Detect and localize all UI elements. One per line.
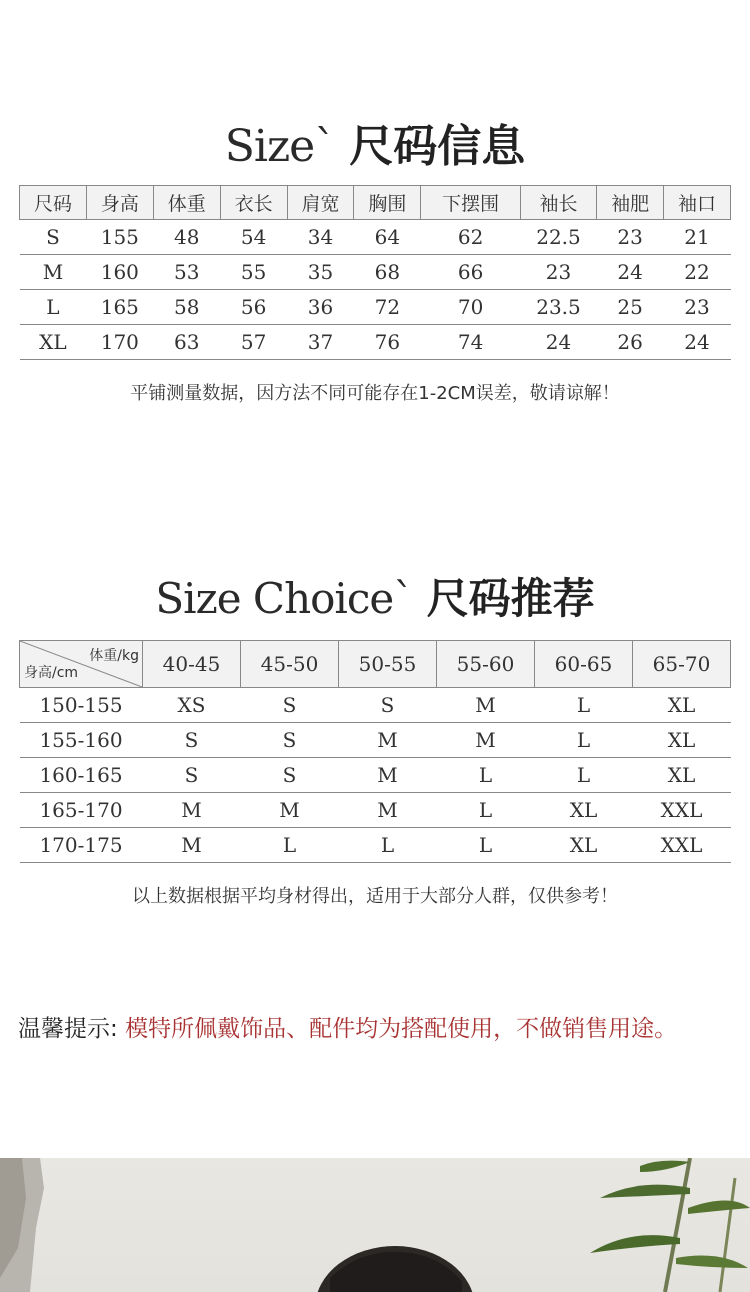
recommended-size-cell: M [339, 793, 437, 828]
size-info-cell: 24 [597, 255, 664, 290]
recommended-size-cell: XL [633, 758, 731, 793]
size-info-cell: 24 [664, 325, 731, 360]
size-info-cell: 155 [86, 220, 153, 255]
recommended-size-cell: L [437, 758, 535, 793]
size-choice-body [20, 688, 731, 863]
weight-axis-label: 体重/kg [89, 648, 139, 664]
recommended-size-cell: M [437, 688, 535, 723]
corner-header [20, 641, 143, 688]
height-range-cell: 160-165 [20, 758, 143, 793]
recommended-size-cell: L [535, 688, 633, 723]
size-choice-title [0, 566, 750, 626]
size-info-cell: XL [20, 325, 87, 360]
recommended-size-cell: L [241, 828, 339, 863]
size-info-header-cell: 体重 [153, 186, 220, 220]
size-info-header-cell: 衣长 [220, 186, 287, 220]
size-info-header-cell: 身高 [86, 186, 153, 220]
recommended-size-cell: S [241, 688, 339, 723]
size-choice-row [20, 758, 731, 793]
recommended-size-cell: L [437, 793, 535, 828]
size-info-cell: 24 [520, 325, 596, 360]
recommended-size-cell: M [143, 793, 241, 828]
weight-range-header: 45-50 [241, 641, 339, 688]
weight-range-header: 50-55 [339, 641, 437, 688]
size-info-cell: 64 [354, 220, 421, 255]
recommended-size-cell: M [143, 828, 241, 863]
recommendation-note: 以上数据根据平均身材得出，适用于大部分人群，仅供参考！ [132, 886, 618, 907]
size-info-cell: 72 [354, 290, 421, 325]
size-info-cell: 62 [421, 220, 520, 255]
recommended-size-cell: L [535, 723, 633, 758]
size-info-row [20, 290, 731, 325]
recommended-size-cell: L [437, 828, 535, 863]
size-info-cell: 57 [220, 325, 287, 360]
size-info-cell: 68 [354, 255, 421, 290]
size-info-title-en: Size` [224, 121, 336, 172]
recommended-size-cell: M [437, 723, 535, 758]
size-info-cell: 26 [597, 325, 664, 360]
size-info-cell: 63 [153, 325, 220, 360]
size-info-header-cell: 袖长 [520, 186, 596, 220]
size-info-row [20, 325, 731, 360]
size-info-cell: 35 [287, 255, 354, 290]
size-choice-row [20, 828, 731, 863]
size-info-cell: 21 [664, 220, 731, 255]
size-choice-header-row [20, 641, 731, 688]
recommended-size-cell: XL [633, 723, 731, 758]
size-info-cell: 76 [354, 325, 421, 360]
size-info-cell: 25 [597, 290, 664, 325]
recommended-size-cell: S [241, 758, 339, 793]
size-info-header-cell: 下摆围 [421, 186, 520, 220]
recommended-size-cell: M [339, 723, 437, 758]
recommended-size-cell: L [339, 828, 437, 863]
size-info-cell: 23.5 [520, 290, 596, 325]
recommended-size-cell: M [339, 758, 437, 793]
size-info-cell: 37 [287, 325, 354, 360]
size-info-header-row [20, 186, 731, 220]
weight-range-header: 55-60 [437, 641, 535, 688]
reminder-text: 模特所佩戴饰品、配件均为搭配使用，不做销售用途。 [125, 1016, 678, 1042]
size-info-cell: 54 [220, 220, 287, 255]
size-info-body [20, 220, 731, 360]
size-info-cell: 56 [220, 290, 287, 325]
size-info-cell: 22.5 [520, 220, 596, 255]
size-info-header-cell: 胸围 [354, 186, 421, 220]
recommended-size-cell: S [143, 758, 241, 793]
recommended-size-cell: S [143, 723, 241, 758]
weight-range-header: 40-45 [143, 641, 241, 688]
photo-illustration [0, 1158, 750, 1292]
size-info-cell: M [20, 255, 87, 290]
size-info-header-cell: 肩宽 [287, 186, 354, 220]
height-range-cell: 155-160 [20, 723, 143, 758]
size-info-cell: 70 [421, 290, 520, 325]
weight-range-header: 65-70 [633, 641, 731, 688]
size-info-cell: 53 [153, 255, 220, 290]
size-info-title-zh: 尺码信息 [349, 121, 526, 172]
recommended-size-cell: L [535, 758, 633, 793]
height-axis-label: 身高/cm [24, 665, 79, 681]
weight-range-header: 60-65 [535, 641, 633, 688]
size-info-cell: 66 [421, 255, 520, 290]
size-info-cell: 34 [287, 220, 354, 255]
size-info-header-cell: 袖肥 [597, 186, 664, 220]
size-choice-table [19, 640, 731, 863]
recommended-size-cell: XL [535, 828, 633, 863]
recommended-size-cell: M [241, 793, 339, 828]
size-info-table [19, 185, 731, 360]
size-choice-title-en: Size Choice` [155, 574, 414, 623]
size-info-cell: 170 [86, 325, 153, 360]
size-choice-row [20, 723, 731, 758]
size-info-row [20, 255, 731, 290]
size-info-cell: 55 [220, 255, 287, 290]
size-choice-title-zh: 尺码推荐 [426, 574, 595, 623]
size-info-cell: L [20, 290, 87, 325]
recommended-size-cell: S [339, 688, 437, 723]
size-info-cell: S [20, 220, 87, 255]
size-info-cell: 23 [664, 290, 731, 325]
recommended-size-cell: XS [143, 688, 241, 723]
size-info-cell: 22 [664, 255, 731, 290]
recommended-size-cell: XL [633, 688, 731, 723]
size-info-cell: 23 [597, 220, 664, 255]
recommended-size-cell: XXL [633, 828, 731, 863]
measurement-note: 平铺测量数据，因方法不同可能存在1-2CM误差，敬请谅解！ [130, 383, 620, 404]
height-range-cell: 170-175 [20, 828, 143, 863]
size-info-title [0, 110, 750, 174]
size-info-header-cell: 尺码 [20, 186, 87, 220]
model-photo [0, 1158, 750, 1292]
size-choice-row [20, 688, 731, 723]
recommended-size-cell: XXL [633, 793, 731, 828]
size-info-cell: 23 [520, 255, 596, 290]
size-info-cell: 74 [421, 325, 520, 360]
size-info-cell: 58 [153, 290, 220, 325]
size-info-header-cell: 袖口 [664, 186, 731, 220]
reminder-tip [18, 1010, 677, 1043]
size-info-cell: 165 [86, 290, 153, 325]
size-info-row [20, 220, 731, 255]
size-info-cell: 160 [86, 255, 153, 290]
height-range-cell: 150-155 [20, 688, 143, 723]
size-info-cell: 36 [287, 290, 354, 325]
height-range-cell: 165-170 [20, 793, 143, 828]
size-info-cell: 48 [153, 220, 220, 255]
recommended-size-cell: XL [535, 793, 633, 828]
size-choice-row [20, 793, 731, 828]
recommended-size-cell: S [241, 723, 339, 758]
reminder-label: 温馨提示: [18, 1016, 126, 1042]
